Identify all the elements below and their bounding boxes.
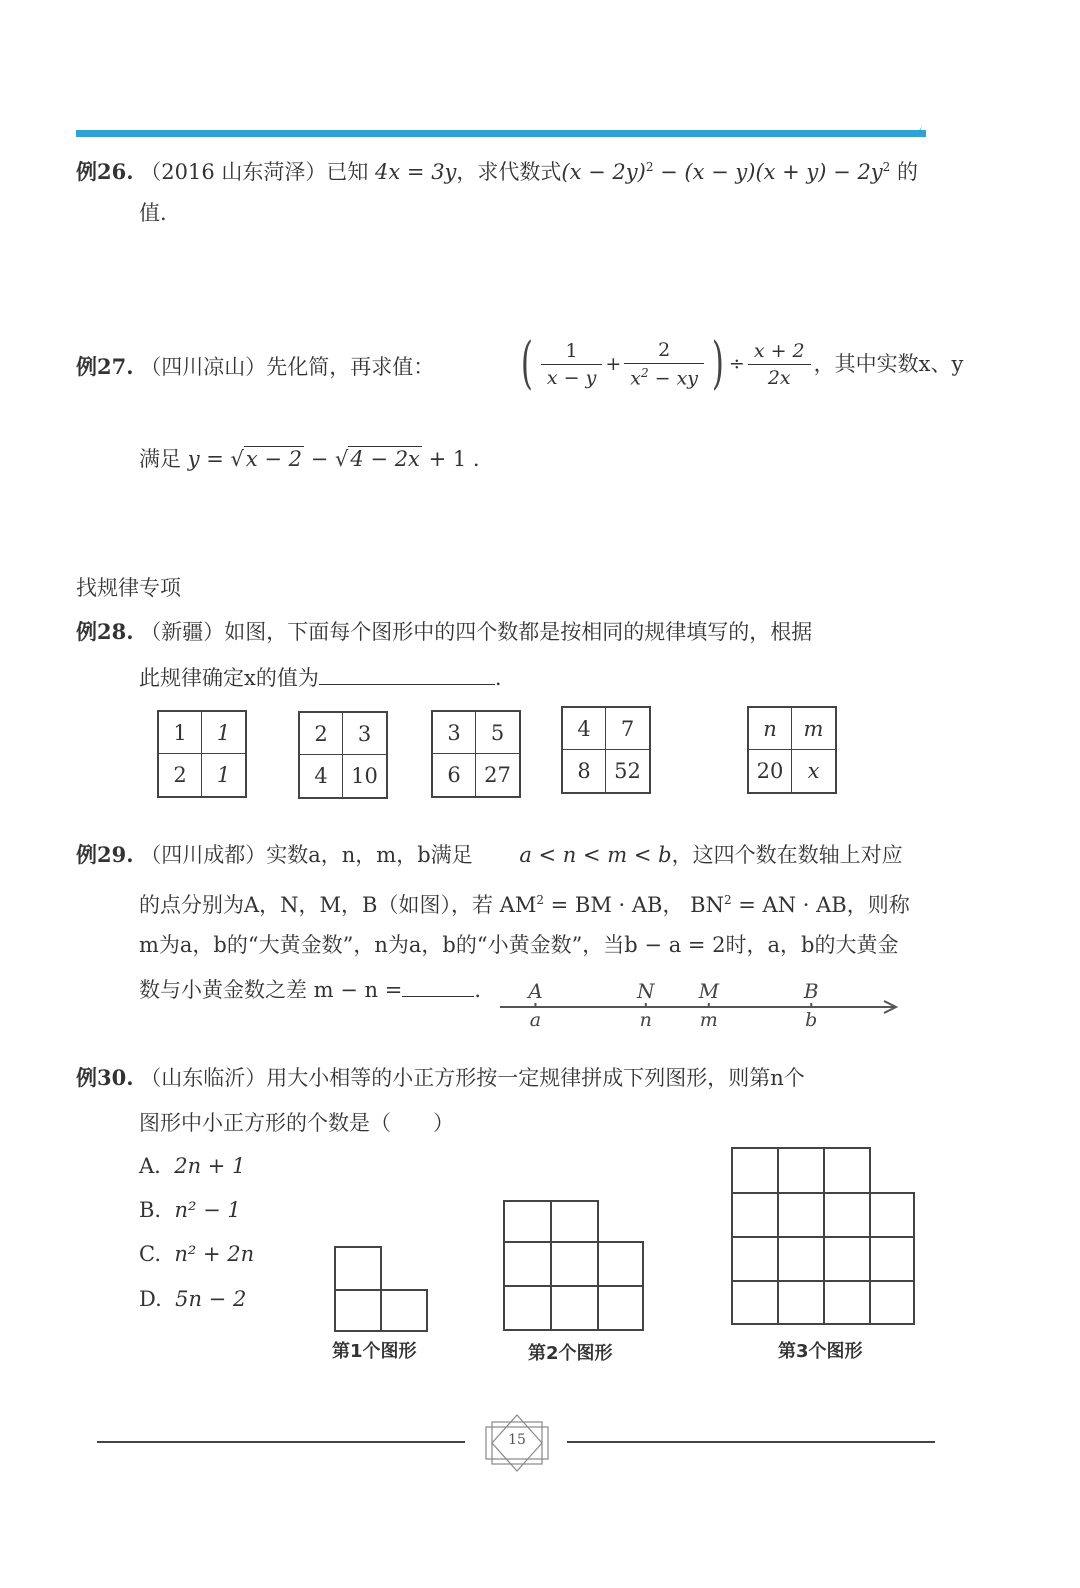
- example-27-label: 例27.: [76, 354, 134, 379]
- grid-cell: 4: [563, 708, 606, 750]
- grid-cell: n: [749, 708, 792, 750]
- example-28-question: 此规律确定x的值为: [139, 666, 319, 690]
- grid-cell: 1: [159, 712, 202, 754]
- example-26-line2: 值.: [139, 201, 167, 225]
- option-letter: C.: [139, 1242, 161, 1266]
- axis-point-label: N: [637, 979, 655, 1003]
- example-28-label: 例28.: [76, 619, 134, 644]
- grid-cell: m: [792, 708, 835, 750]
- grid-cell: 4: [300, 755, 343, 797]
- figure-3-caption: 第3个图形: [778, 1341, 863, 1362]
- example-28-line1: [76, 617, 812, 647]
- plus-sign: +: [605, 353, 622, 375]
- option-text: 2n + 1: [174, 1154, 246, 1178]
- grid-cell: 7: [606, 708, 649, 750]
- grid-cell: 1: [216, 763, 231, 787]
- header-rule-hook: [858, 124, 922, 137]
- square-figure-1: [332, 1244, 432, 1334]
- grid-cell: 2: [159, 754, 202, 796]
- grid-cell: 27: [484, 763, 511, 787]
- axis-value-label: a: [529, 1009, 542, 1031]
- right-paren: ): [711, 331, 724, 396]
- axis-value-label: m: [699, 1009, 718, 1031]
- grid-cell: 2: [300, 713, 343, 755]
- example-30-source: （山东临沂）: [140, 1066, 267, 1090]
- option-a[interactable]: [139, 1154, 245, 1178]
- example-29-condition: a < n < m < b: [519, 843, 672, 867]
- example-29-line2: 的点分别为A，N，M，B（如图），若 $AM^2$ = BM · AB， $BN^2$ = AN · AB，则称: [139, 893, 910, 917]
- axis-points: [526, 979, 818, 1031]
- example-27-satisfy: 满足: [139, 447, 188, 471]
- grid-cell: 1: [202, 712, 245, 754]
- sqrt-2: 4 − 2x: [350, 447, 420, 471]
- example-26-text2: ，求代数式: [456, 160, 562, 184]
- example-29-am: 的点分别为A，N，M，B（如图），若 AM: [139, 893, 537, 917]
- number-grid-1: [157, 710, 247, 798]
- example-28-text: 如图，下面每个图形中的四个数都是按相同的规律填写的，根据: [224, 620, 813, 644]
- example-26-source: （2016 山东菏泽）: [140, 160, 327, 184]
- example-27-expression: [516, 331, 964, 396]
- example-26-given: 4x = 3y: [375, 160, 457, 184]
- example-26-expr-b: − (x − y)(x + y) − 2y: [653, 160, 883, 184]
- example-26-sup: 2: [645, 160, 654, 174]
- answer-blank-28[interactable]: [319, 664, 495, 685]
- example-26-sup2: 2: [882, 160, 891, 174]
- option-text: n² + 2n: [174, 1242, 255, 1266]
- example-28-period: .: [494, 666, 502, 690]
- example-26-label: 例26.: [76, 159, 134, 184]
- grid-cell: 52: [614, 759, 641, 783]
- number-line: [496, 976, 906, 1032]
- square-figure-3: [729, 1145, 919, 1329]
- example-28-source: （新疆）: [140, 620, 225, 644]
- left-paren: (: [520, 331, 533, 396]
- axis-value-label: n: [639, 1009, 652, 1031]
- example-27-plus-one: + 1 .: [421, 447, 480, 471]
- example-29-line4: [139, 975, 481, 1005]
- axis-point-label: M: [698, 979, 720, 1003]
- example-29-text3: = AN · AB，则称: [731, 893, 910, 917]
- fraction-1: $\frac{1}{x - y}$: [541, 340, 602, 389]
- option-text: n² − 1: [174, 1198, 241, 1222]
- example-27-y-eq: y =: [187, 447, 231, 471]
- example-26-expr-a: (x − 2y): [561, 160, 646, 184]
- section-title: 找规律专项: [76, 576, 181, 600]
- sqrt-1: x − 2: [245, 447, 303, 471]
- example-29-label: 例29.: [76, 842, 134, 867]
- example-26-line1: [76, 152, 918, 187]
- example-30-line2: 图形中小正方形的个数是（ ）: [139, 1111, 454, 1135]
- example-29-question: 数与小黄金数之差 m − n =: [139, 978, 403, 1002]
- option-letter: B.: [139, 1198, 162, 1222]
- number-grid-2: [298, 711, 388, 799]
- option-letter: A.: [139, 1154, 161, 1178]
- grid-cell: 6: [433, 754, 476, 796]
- answer-blank-29[interactable]: [402, 976, 474, 997]
- example-27-line1-text: [76, 352, 434, 382]
- example-29-bn: = BM · AB， BN: [543, 893, 724, 917]
- example-29-line1: [76, 840, 903, 870]
- example-29-text2: ，这四个数在数轴上对应: [671, 843, 903, 867]
- footer-rule-right: [567, 1441, 935, 1443]
- grid-cell: 8: [563, 750, 606, 792]
- example-26-text: 已知: [326, 160, 369, 184]
- axis-point-label: A: [528, 979, 543, 1003]
- grid-cell: 5: [476, 712, 519, 754]
- grid-cell: x: [807, 759, 820, 783]
- example-29-period: .: [474, 978, 482, 1002]
- grid-cell: 3: [343, 713, 386, 755]
- option-text: 5n − 2: [175, 1287, 247, 1311]
- option-c[interactable]: [139, 1242, 254, 1266]
- example-27-line2: 满足 y = √x − 2 − √4 − 2x + 1 .: [139, 447, 480, 471]
- axis-value-label: b: [805, 1009, 818, 1031]
- option-letter: D.: [139, 1287, 162, 1311]
- figure-1-caption: 第1个图形: [332, 1341, 417, 1362]
- example-30-line1: [76, 1063, 805, 1093]
- example-27-source: （四川凉山）: [140, 355, 267, 379]
- example-29-source: （四川成都）: [140, 843, 267, 867]
- number-grid-3: [431, 710, 521, 798]
- figure-2-caption: 第2个图形: [528, 1343, 613, 1364]
- number-grid-5: [747, 706, 837, 794]
- grid-cell: 3: [433, 712, 476, 754]
- minus-sign: −: [304, 447, 335, 471]
- example-30-label: 例30.: [76, 1065, 134, 1090]
- example-27-text2: ，其中实数x、y: [813, 352, 964, 376]
- option-b[interactable]: [139, 1198, 241, 1222]
- page-number: 15: [508, 1432, 526, 1448]
- example-27-text: 先化简，再求值：: [266, 355, 435, 379]
- footer-rule-left: [97, 1441, 465, 1443]
- fraction-2: $\frac{2}{x^2 - xy}$: [624, 339, 704, 389]
- example-29-text: 实数a，n，m，b满足: [266, 843, 473, 867]
- divide-sign: ÷: [728, 353, 745, 375]
- example-26-text3: 的: [897, 160, 918, 184]
- axis-point-label: B: [803, 979, 819, 1003]
- option-d[interactable]: [139, 1287, 246, 1311]
- fraction-3: $\frac{x + 2}{2x}$: [748, 340, 811, 389]
- grid-cell: 10: [351, 764, 378, 788]
- example-29-line3: m为a，b的“大黄金数”，n为a，b的“小黄金数”，当b − a = 2时，a，b的大黄金: [139, 933, 899, 957]
- grid-cell: 20: [749, 750, 792, 792]
- square-figure-2: [501, 1198, 647, 1334]
- example-28-line2: [139, 663, 502, 693]
- number-grid-4: [561, 706, 651, 794]
- header-rule: [76, 130, 926, 137]
- example-30-text: 用大小相等的小正方形按一定规律拼成下列图形，则第n个: [266, 1066, 805, 1090]
